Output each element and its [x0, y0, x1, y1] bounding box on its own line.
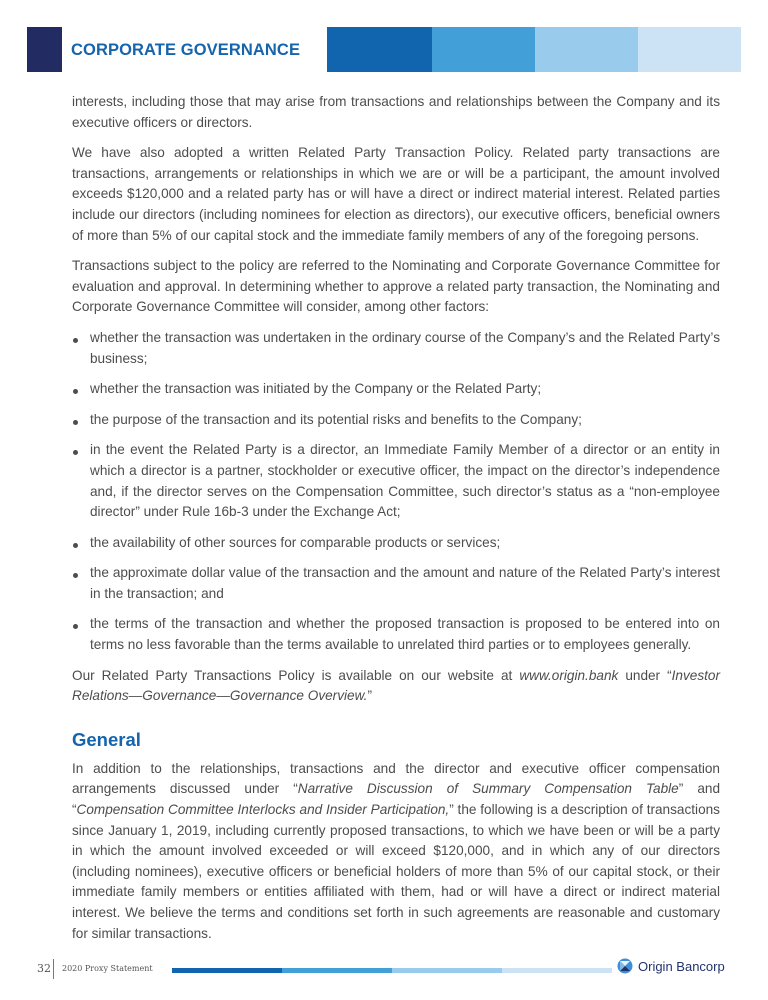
header-stripe-4: [638, 27, 741, 72]
header-stripe-1: [327, 27, 432, 72]
bullet-icon: [73, 338, 78, 343]
header-stripe-2: [432, 27, 535, 72]
paragraph-policy-availability: Our Related Party Transactions Policy is available on our website at www.origin.bank under “Investor Relations—Governance—Governance Overview.”: [72, 667, 720, 704]
reference-summary-compensation: Narrative Discussion of Summary Compensation Table: [297, 781, 679, 797]
list-item: whether the transaction was undertaken in the ordinary course of the Company’s and the Related Party’s business;: [72, 328, 720, 369]
page-content: [72, 92, 720, 954]
bullet-icon: [73, 543, 78, 548]
paragraph-committee-review: Transactions subject to the policy are referred to the Nominating and Corporate Governance Committee for evaluation and approval. In determining whether to approve a related party transaction, the Nominating and Corporate Governance Committee will consider, among other factors:: [72, 258, 720, 315]
paragraph-general: In addition to the relationships, transactions and the director and executive officer compensation arrangements discussed under “Narrative Discussion of Summary Compensation Table” and “Compensation Committee Interlocks and Insider Participation,” the following is a description of transactions since January 1, 2019, including currently proposed transactions, to which we have been or will be a party in which the amount involved exceeded or will exceed $120,000, and in which any of our directors (including nominees), executive officers or beneficial holders of more than 5% of our capital stock, or their immediate family members or entities affiliated with them, had or will have a direct or indirect material interest. We believe the terms and conditions set forth in such agreements are reasonable and customary for similar transactions.: [72, 760, 720, 941]
footer-bar-segment-2: [282, 968, 392, 973]
document-name: 2020 Proxy Statement: [62, 964, 153, 973]
list-item: whether the transaction was initiated by the Company or the Related Party;: [72, 379, 720, 400]
list-item: the purpose of the transaction and its potential risks and benefits to the Company;: [72, 410, 720, 431]
footer-bar-segment-4: [502, 968, 612, 973]
paragraph-continuation: interests, including those that may arise from transactions and relationships between the Company and its executive officers or directors.: [72, 94, 720, 130]
list-item: the terms of the transaction and whether the proposed transaction is proposed to be entered into on terms no less favorable than the terms available to unrelated third parties or to employees generally.: [72, 614, 720, 655]
website-location: Investor Relations—Governance—Governance Overview.: [72, 667, 720, 704]
page-number: 32: [37, 962, 51, 975]
list-item: the approximate dollar value of the transaction and the amount and nature of the Related Party’s interest in the transaction; and: [72, 563, 720, 604]
bullet-icon: [73, 573, 78, 578]
reference-interlocks: Compensation Committee Interlocks and Insider Participation,: [76, 802, 450, 818]
list-item: in the event the Related Party is a director, an Immediate Family Member of a director or an entity in which a director is a partner, stockholder or executive officer, the impact on the director’s independence and, if the director serves on the Compensation Committee, such director’s status as a “non-employee director” under Rule 16b-3 under the Exchange Act;: [72, 440, 720, 522]
website-link[interactable]: www.origin.bank: [519, 667, 619, 683]
header-accent-block: [27, 27, 62, 72]
bullet-icon: [73, 624, 78, 629]
footer-bar-segment-1: [172, 968, 282, 973]
footer-color-bar: [172, 968, 612, 973]
header-stripe-3: [535, 27, 638, 72]
logo-text: Origin Bancorp: [638, 958, 725, 974]
bullet-icon: [73, 450, 78, 455]
bullet-icon: [73, 389, 78, 394]
section-heading-general: General: [72, 728, 141, 750]
footer-bar-segment-3: [392, 968, 502, 973]
section-title: CORPORATE GOVERNANCE: [71, 41, 301, 59]
list-item: the availability of other sources for comparable products or services;: [72, 533, 720, 554]
header-color-stripes: [327, 27, 741, 72]
bullet-icon: [73, 420, 78, 425]
footer-divider: [53, 959, 54, 979]
origin-bancorp-logo-icon: [617, 958, 633, 974]
origin-bancorp-logo: [617, 958, 725, 974]
paragraph-related-party-policy: We have also adopted a written Related Party Transaction Policy. Related party transactions are transactions, arrangements or relationships in which we are or will be a participant, the amount involved exceeds $120,000 and a related party has or will have a direct or indirect material interest. Related parties include our directors (including nominees for election as directors), our executive officers, beneficial owners of more than 5% of our capital stock and the immediate family members of any of the foregoing persons.: [72, 145, 720, 243]
page-footer: [0, 955, 768, 985]
factors-list: [72, 328, 720, 656]
